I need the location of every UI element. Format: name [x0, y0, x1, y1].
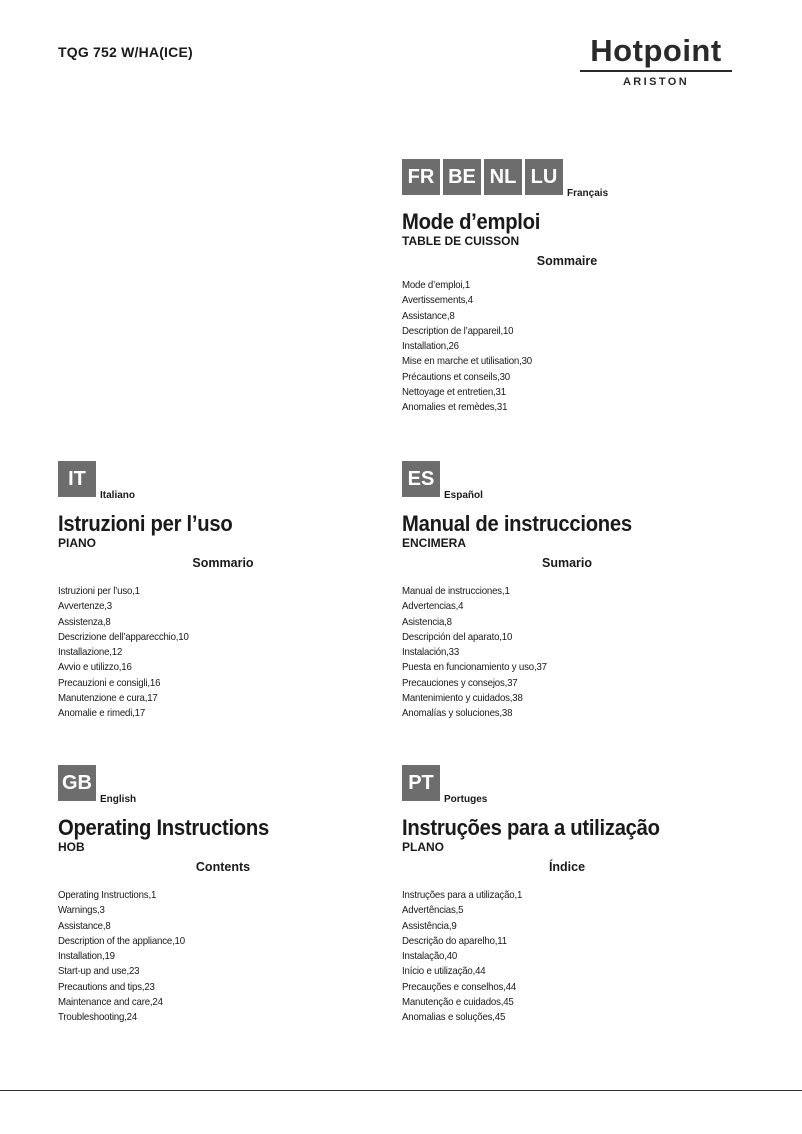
toc-item: Operating Instructions,1	[58, 889, 157, 901]
toc-heading: Índice	[548, 860, 586, 874]
toc-item: Instalación,33	[402, 646, 460, 659]
toc-item: Maintenance and care,24	[58, 996, 163, 1009]
language-badges	[402, 155, 782, 199]
logo-brand: Hotpoint	[590, 33, 722, 68]
section-subtitle: HOB	[58, 840, 85, 854]
toc-item: Instalação,40	[402, 950, 458, 963]
brand-logo	[580, 34, 732, 88]
toc-item: Anomalies et remèdes,31	[402, 401, 508, 414]
toc-item: Descripción del aparato,10	[402, 630, 513, 643]
language-badges	[402, 761, 782, 805]
toc-item: Assistance,8	[58, 919, 111, 932]
toc-item: Installazione,12	[58, 646, 123, 659]
section-es	[402, 457, 782, 722]
toc-item: Nettoyage et entretien,31	[402, 386, 506, 399]
toc-item: Instruções para a utilização,1	[402, 889, 523, 901]
section-title: Istruzioni per l’uso	[58, 511, 233, 536]
toc-item: Description of the appliance,10	[58, 934, 185, 947]
badge-it: IT	[58, 461, 96, 497]
section-title: Instruções para a utilização	[402, 815, 660, 840]
section-subtitle: PIANO	[58, 536, 97, 550]
toc-item: Assistenza,8	[58, 615, 111, 628]
toc-item: Installation,19	[58, 950, 115, 963]
language-badges	[58, 761, 438, 805]
logo-sub: ARISTON	[622, 76, 690, 88]
toc-list	[402, 278, 782, 416]
section-gb	[58, 761, 438, 1026]
toc-heading: Sommaire	[536, 254, 598, 268]
toc-item: Avvio e utilizzo,16	[58, 661, 132, 674]
toc-heading: Sommario	[192, 556, 254, 570]
toc-item: Istruzioni per l’uso,1	[58, 585, 140, 597]
toc-item: Assistance,8	[402, 309, 455, 322]
toc-item: Avertissements,4	[402, 294, 473, 307]
toc-item: Anomalias e soluções,45	[402, 1011, 506, 1024]
toc-item: Installation,26	[402, 340, 459, 353]
toc-item: Precauzioni e consigli,16	[58, 676, 161, 689]
toc-item: Precauciones y consejos,37	[402, 676, 518, 689]
language-name: English	[100, 794, 137, 805]
badge-fr: FR	[402, 159, 440, 195]
toc-item: Descrizione dell’apparecchio,10	[58, 630, 189, 643]
toc-heading: Contents	[195, 860, 251, 874]
toc-item: Assistência,9	[402, 919, 457, 932]
toc-list	[58, 584, 438, 722]
section-subtitle: ENCIMERA	[402, 536, 467, 550]
model-number: TQG 752 W/HA(ICE)	[58, 44, 193, 60]
language-name: Portuges	[444, 794, 488, 805]
toc-item: Troubleshooting,24	[58, 1011, 138, 1024]
toc-item: Manual de instrucciones,1	[402, 585, 510, 597]
badge-gb: GB	[58, 765, 96, 801]
badge-nl: NL	[484, 159, 522, 195]
badge-es: ES	[402, 461, 440, 497]
toc-item: Descrição do aparelho,11	[402, 934, 507, 947]
toc-item: Asistencia,8	[402, 615, 452, 628]
toc-item: Avvertenze,3	[58, 600, 113, 613]
logo-rule	[580, 70, 732, 72]
section-fr	[402, 155, 782, 416]
badge-pt: PT	[402, 765, 440, 801]
toc-item: Advertencias,4	[402, 600, 464, 613]
badge-be: BE	[443, 159, 481, 195]
toc-item: Precautions and tips,23	[58, 980, 155, 993]
badge-lu: LU	[525, 159, 563, 195]
language-badges	[402, 457, 782, 501]
toc-list	[402, 888, 782, 1026]
toc-list	[402, 584, 782, 722]
section-title: Operating Instructions	[58, 815, 269, 840]
toc-item: Warnings,3	[58, 904, 105, 917]
toc-item: Anomalie e rimedi,17	[58, 707, 146, 720]
section-it	[58, 457, 438, 722]
toc-item: Description de l’appareil,10	[402, 324, 514, 337]
toc-item: Início e utilização,44	[402, 965, 486, 978]
section-pt	[402, 761, 782, 1026]
toc-item: Mise en marche et utilisation,30	[402, 355, 532, 368]
section-title: Mode d’emploi	[402, 209, 541, 234]
toc-item: Advertências,5	[402, 904, 464, 917]
language-name: Italiano	[100, 490, 136, 501]
language-name: Français	[567, 188, 609, 199]
toc-item: Puesta en funcionamiento y uso,37	[402, 661, 547, 674]
toc-item: Précautions et conseils,30	[402, 370, 510, 383]
toc-item: Mantenimiento y cuidados,38	[402, 692, 523, 705]
section-subtitle: TABLE DE CUISSON	[402, 234, 520, 248]
section-title: Manual de instrucciones	[402, 511, 632, 536]
toc-item: Manutenzione e cura,17	[58, 692, 158, 705]
toc-item: Mode d’emploi,1	[402, 279, 471, 291]
toc-item: Start-up and use,23	[58, 965, 140, 978]
toc-list	[58, 888, 438, 1026]
footer-divider	[0, 1090, 802, 1091]
language-badges	[58, 457, 438, 501]
toc-item: Manutenção e cuidados,45	[402, 996, 514, 1009]
toc-item: Anomalías y soluciones,38	[402, 707, 513, 720]
toc-item: Precauções e conselhos,44	[402, 980, 517, 993]
toc-heading: Sumario	[541, 556, 592, 570]
language-name: Español	[444, 490, 483, 501]
section-subtitle: PLANO	[402, 840, 444, 854]
